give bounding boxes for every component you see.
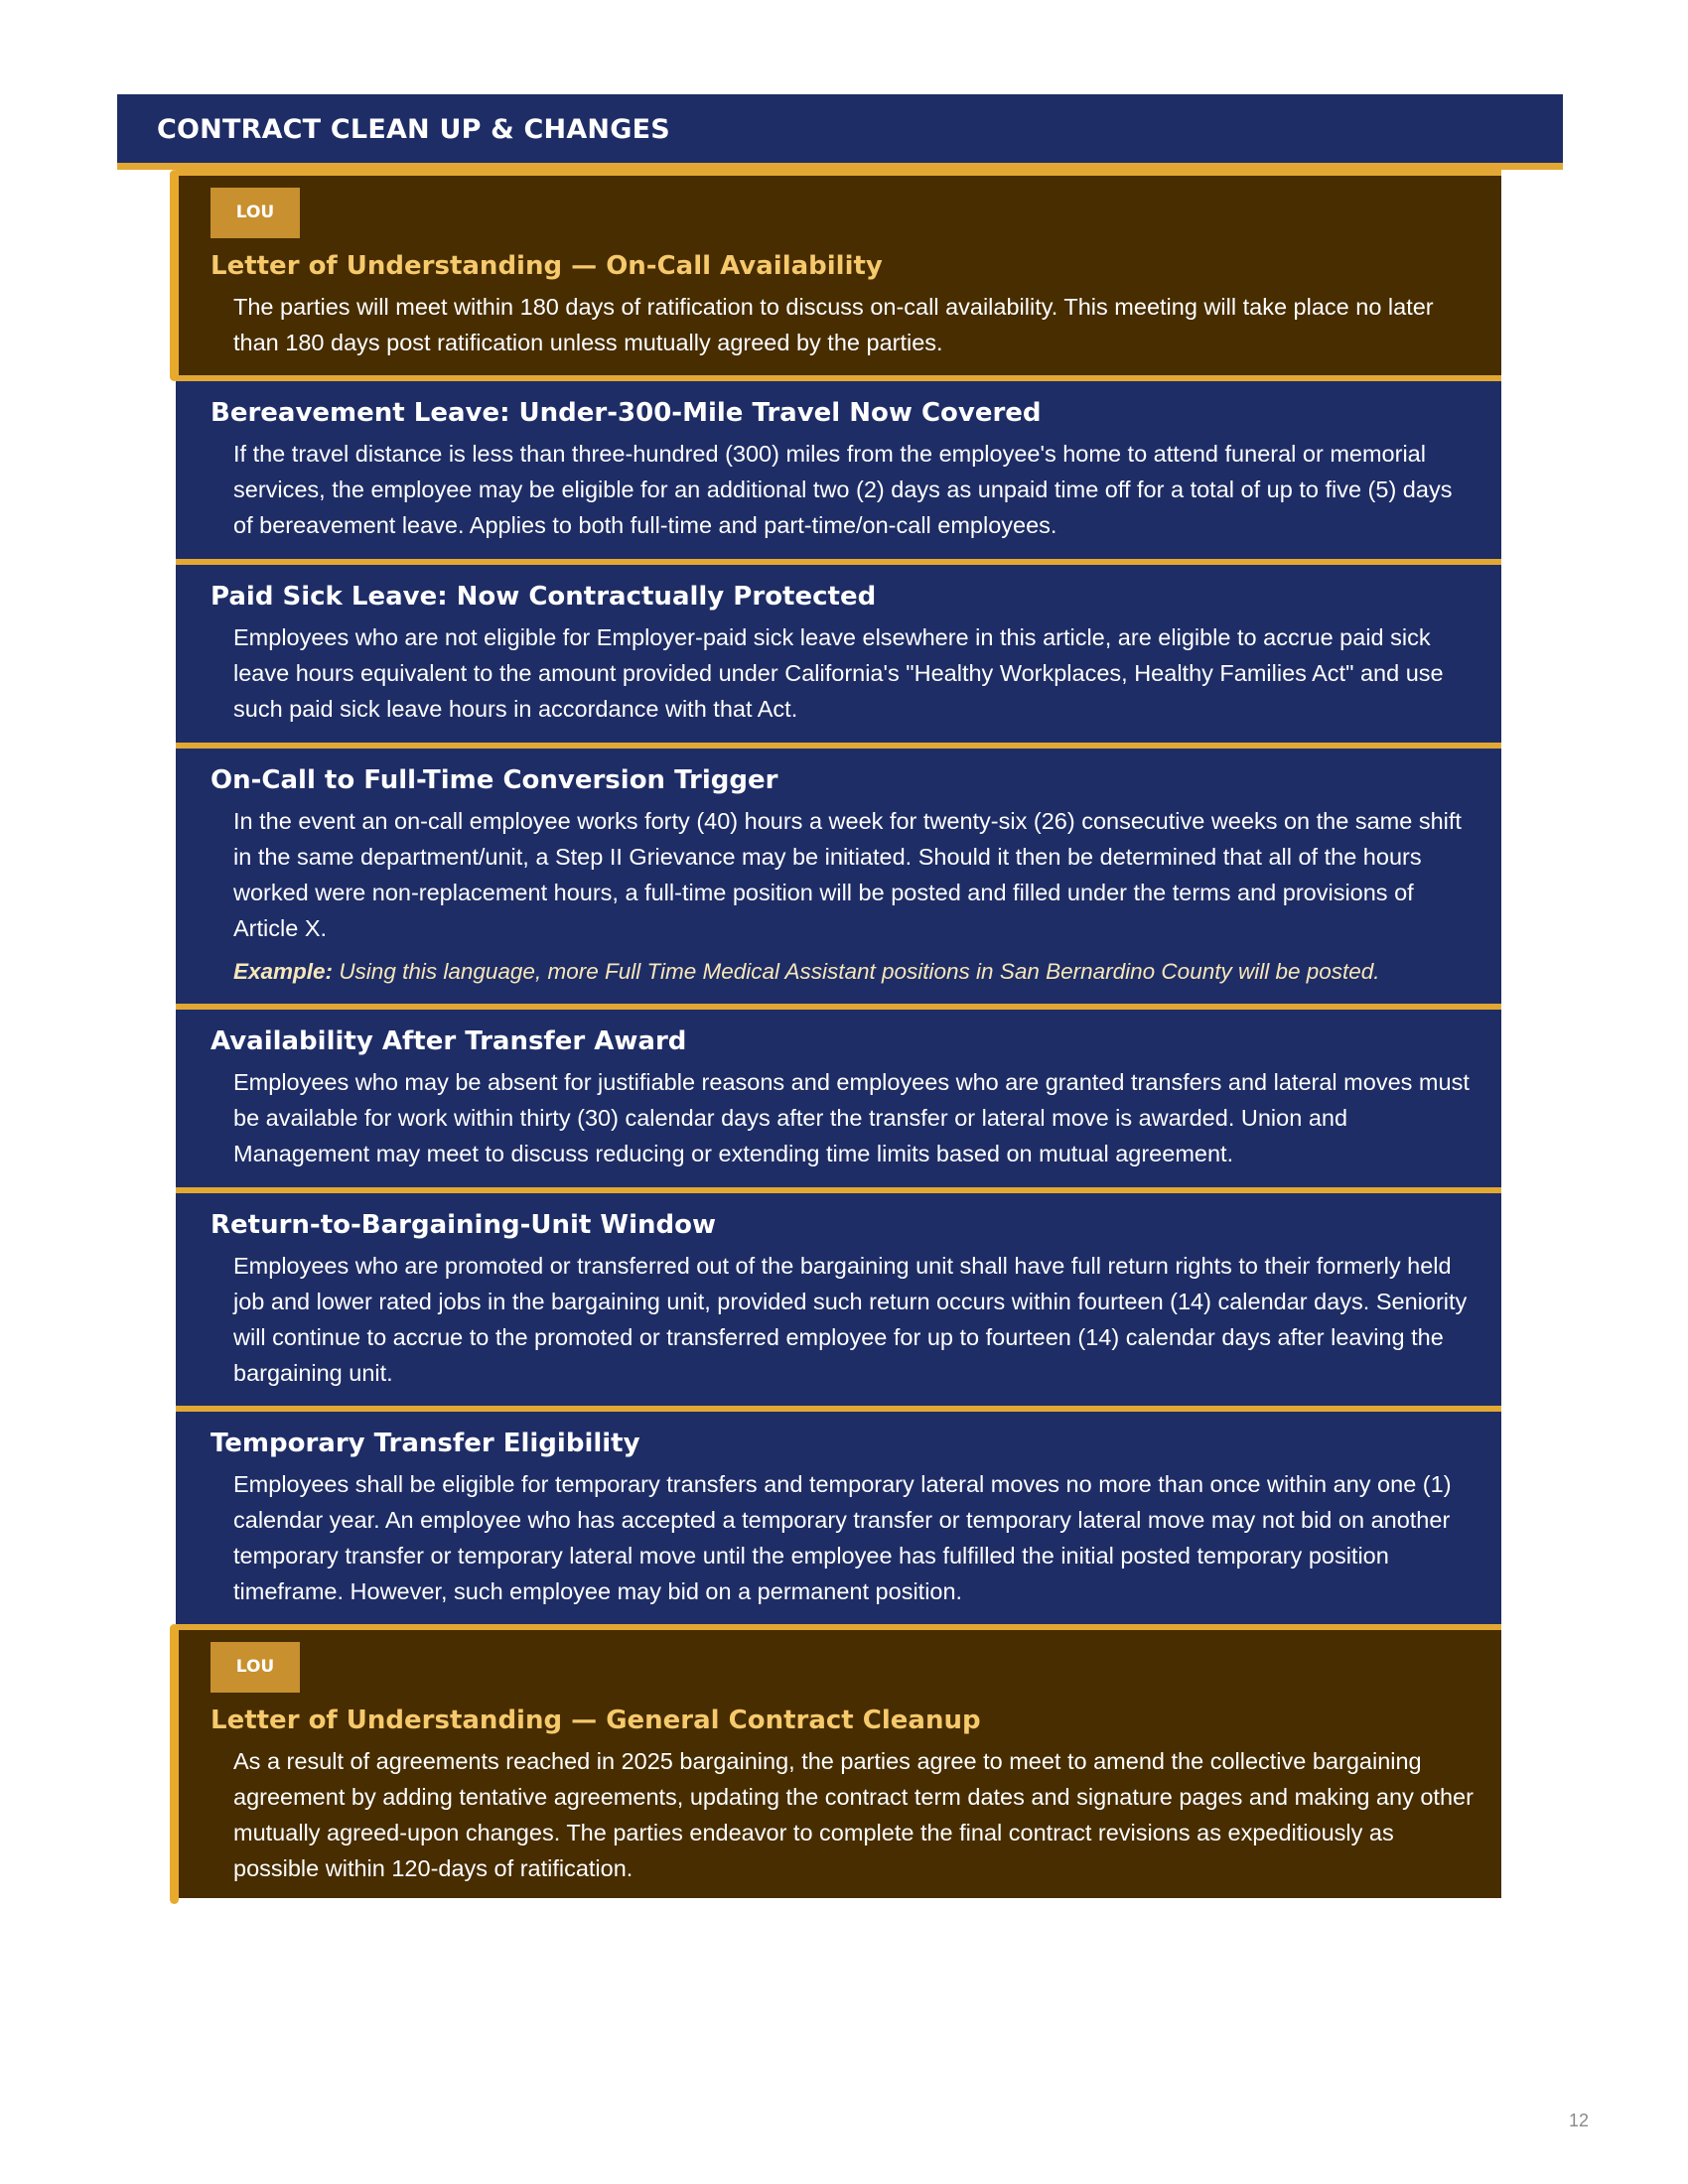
lou-badge: LOU bbox=[211, 188, 300, 238]
section-title: Letter of Understanding — On-Call Availability bbox=[211, 251, 883, 281]
section-body: In the event an on-call employee works forty (40) hours a week for twenty-six (26) consecutive weeks on the same shift in the same department/unit, a Step II Grievance may be initiated. Should it then be determined that all of the hours worked were non-replacement hours, a full-time position will be posted and filled under the terms and provisions of Article X. bbox=[233, 808, 1462, 941]
section-body: Employees who are promoted or transferred out of the bargaining unit shall have full return rights to their formerly held job and lower rated jobs in the bargaining unit, provided such return occurs within fourteen (14) calendar days. Seniority will continue to accrue to the promoted or transferred employee for up to fourteen (14) calendar days after leaving the bargaining unit. bbox=[233, 1253, 1468, 1386]
page-title: CONTRACT CLEAN UP & CHANGES bbox=[157, 114, 670, 145]
lou-accent-bar bbox=[170, 1624, 179, 1904]
section-body: As a result of agreements reached in 2025 bargaining, the parties agree to meet to amend the collective bargaining agreement by adding tentative agreements, updating the contract term dates and signature pages and making any other mutually agreed-upon changes. The parties endeavor to complete the final contract revisions as expeditiously as possible within 120-days of ratification. bbox=[233, 1748, 1474, 1881]
section-body: The parties will meet within 180 days of ratification to discuss on-call availability. This meeting will take place no later than 180 days post ratification unless mutually agreed by the parties. bbox=[233, 294, 1434, 355]
page-header bbox=[117, 94, 1563, 170]
section-title: Bereavement Leave: Under-300-Mile Travel Now Covered bbox=[211, 398, 1042, 428]
lou-section-on-call-availability bbox=[176, 170, 1501, 375]
example-note bbox=[233, 956, 1477, 988]
section-body: If the travel distance is less than three-hundred (300) miles from the employee's home to attend funeral or memorial services, the employee may be eligible for an additional two (2) days as unpaid time off for a total of up to five (5) days of bereavement leave. Applies to both full-time and part-time/on-call employees. bbox=[233, 441, 1453, 538]
page-number: 12 bbox=[1569, 2111, 1590, 2130]
section-title: Letter of Understanding — General Contract Cleanup bbox=[211, 1706, 981, 1735]
section-availability-after-transfer bbox=[176, 1004, 1501, 1187]
section-paid-sick-leave bbox=[176, 559, 1501, 743]
section-bereavement-leave bbox=[176, 375, 1501, 559]
section-body: Employees who may be absent for justifiable reasons and employees who are granted transfers and lateral moves must be available for work within thirty (30) calendar days after the transfer or lateral move is awarded. Union and Management may meet to discuss reducing or extending time limits based on mutual agreement. bbox=[233, 1069, 1470, 1166]
section-title: Availability After Transfer Award bbox=[211, 1026, 687, 1056]
example-label: Example: bbox=[233, 959, 334, 984]
section-temporary-transfer bbox=[176, 1406, 1501, 1624]
section-title: Paid Sick Leave: Now Contractually Protected bbox=[211, 582, 877, 612]
lou-section-general-cleanup bbox=[176, 1624, 1501, 1898]
section-body: Employees shall be eligible for temporary transfers and temporary lateral moves no more than once within any one (1) calendar year. An employee who has accepted a temporary transfer or temporary lateral move may not bid on another temporary transfer or temporary lateral move until the employee has fulfilled the initial posted temporary position timeframe. However, such employee may bid on a permanent position. bbox=[233, 1471, 1452, 1604]
section-body: Employees who are not eligible for Employer-paid sick leave elsewhere in this article, are eligible to accrue paid sick leave hours equivalent to the amount provided under California's "Healthy Workplaces, Healthy Families Act" and use such paid sick leave hours in accordance with that Act. bbox=[233, 624, 1444, 722]
lou-badge: LOU bbox=[211, 1642, 300, 1693]
example-text: Using this language, more Full Time Medical Assistant positions in San Bernardino County will be posted. bbox=[339, 959, 1380, 984]
section-on-call-conversion bbox=[176, 743, 1501, 1004]
section-title: Temporary Transfer Eligibility bbox=[211, 1429, 640, 1458]
section-title: Return-to-Bargaining-Unit Window bbox=[211, 1210, 716, 1240]
lou-accent-bar bbox=[170, 170, 179, 381]
section-title: On-Call to Full-Time Conversion Trigger bbox=[211, 765, 778, 795]
section-return-to-bargaining-unit bbox=[176, 1187, 1501, 1406]
